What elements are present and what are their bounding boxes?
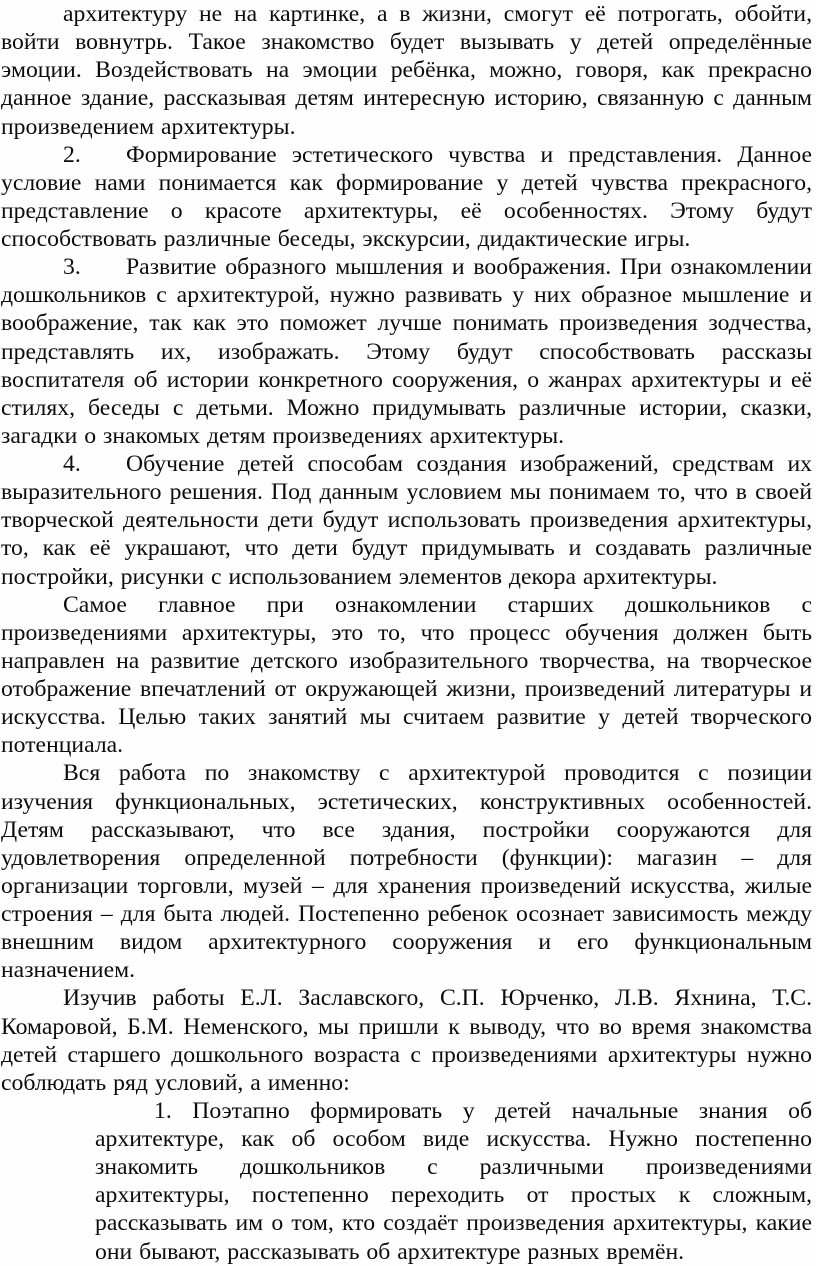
list-number-2: 2. bbox=[63, 141, 81, 168]
numbered-item-4 bbox=[1, 450, 812, 591]
paragraph-main-point: Самое главное при ознакомлении старших дошкольников с произведениями архитектуры, это то, что процесс обучения должен быть направлен на развитие детского изобразительного творчества, на творческое отображение впечатлений от окружающей жизни, произведений литературы и искусства. Целью таких занятий мы считаем развитие у детей творческого потенциала. bbox=[1, 591, 812, 759]
paragraph-functional-study: Вся работа по знакомству с архитектурой проводится с позиции изучения функциональных, эстетических, конструктивных особенностей. Детям рассказывают, что все здания, постройки сооружаются для удовлетворения определенной потребности (функции): магазин – для организации торговли, музей – для хранения произведений искусства, жилые строения – для быта людей. Постепенно ребенок осознает зависимость между внешним видом архитектурного сооружения и его функциональным назначением. bbox=[1, 760, 812, 984]
sub-list-number-1: 1. bbox=[154, 1097, 172, 1124]
paragraph-text: Формирование эстетического чувства и представления. Данное условие нами понимается как формирование у детей чувства прекрасного, представление о красоте архитектуры, её особенностях. Этому будут способствовать различные беседы, экскурсии, дидактические игры. bbox=[1, 141, 812, 252]
numbered-item-2 bbox=[1, 141, 812, 254]
list-number-3: 3. bbox=[63, 254, 81, 281]
list-number-4: 4. bbox=[63, 451, 81, 477]
numbered-item-3 bbox=[1, 253, 812, 450]
paragraph-authors-conclusion: Изучив работы Е.Л. Заславского, С.П. Юрченко, Л.В. Яхнина, Т.С. Комаровой, Б.М. Неменского, мы пришли к выводу, что во время знакомства детей старшего дошкольного возраста с произведениями архитектуры нужно соблюдать ряд условий, а именно: bbox=[1, 985, 812, 1096]
paragraph-continuation: архитектуру не на картинке, а в жизни, смогут её потрогать, обойти, войти вовнутрь. Такое знакомство будет вызывать у детей определённые эмоции. Воздействовать на эмоции ребёнка, можно, говоря, как прекрасно данное здание, рассказывая детям интересную историю, связанную с данным произведением архитектуры. bbox=[1, 1, 812, 140]
paragraph-text: Поэтапно формировать у детей начальные знания об архитектуре, как об особом виде искусства. Нужно постепенно знакомить дошкольников с различными произведениями архитектуры, постепенно переходить от простых к сложным, рассказывать им о том, кто создаёт произведения архитектуры, какие они бывают, рассказывать об архитектуре разных времён. bbox=[95, 1097, 812, 1265]
paragraph-text: Обучение детей способам создания изображений, средствам их выразительного решения. Под данным условием мы понимаем то, что в своей творческой деятельности дети будут использовать произведения архитектуры, то, как её украшают, что дети будут придумывать и создавать различные постройки, рисунки с использованием элементов декора архитектуры. bbox=[1, 451, 812, 590]
paragraph-text: Развитие образного мышления и воображения. При ознакомлении дошкольников с архитектурой, нужно развивать у них образное мышление и воображение, так как это поможет лучше понимать произведения зодчества, представлять их, изображать. Этому будут способствовать рассказы воспитателя об истории конкретного сооружения, о жанрах архитектуры и её стилях, беседы с детьми. Можно придумывать различные истории, сказки, загадки о знакомых детям произведениях архитектуры. bbox=[1, 254, 812, 449]
sub-list-item-1 bbox=[95, 1097, 812, 1266]
